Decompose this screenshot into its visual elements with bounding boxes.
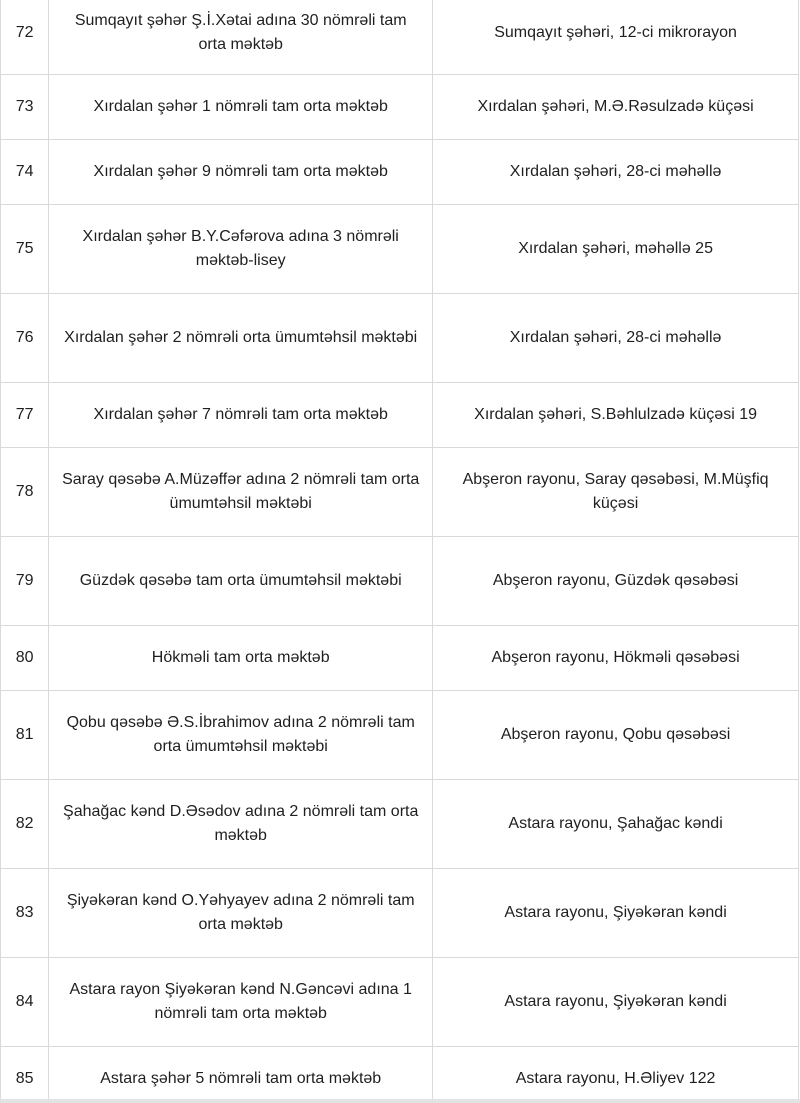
school-address: Astara rayonu, Şiyəkəran kəndi [433, 958, 799, 1047]
row-number: 72 [1, 0, 49, 75]
row-number: 75 [1, 205, 49, 294]
table-row [1, 294, 799, 383]
row-number: 73 [1, 75, 49, 140]
table-row [1, 448, 799, 537]
school-address: Abşeron rayonu, Saray qəsəbəsi, M.Müşfiq küçəsi [433, 448, 799, 537]
school-address: Astara rayonu, H.Əliyev 122 [433, 1047, 799, 1103]
table-row [1, 626, 799, 691]
row-number: 80 [1, 626, 49, 691]
table-row [1, 140, 799, 205]
table-row [1, 691, 799, 780]
school-name: Astara rayon Şiyəkəran kənd N.Gəncəvi adına 1 nömrəli tam orta məktəb [49, 958, 433, 1047]
school-address: Abşeron rayonu, Hökməli qəsəbəsi [433, 626, 799, 691]
school-address: Xırdalan şəhəri, S.Bəhlulzadə küçəsi 19 [433, 383, 799, 448]
school-address: Sumqayıt şəhəri, 12-ci mikrorayon [433, 0, 799, 75]
school-name: Hökməli tam orta məktəb [49, 626, 433, 691]
school-address: Xırdalan şəhəri, M.Ə.Rəsulzadə küçəsi [433, 75, 799, 140]
row-number: 82 [1, 780, 49, 869]
row-number: 84 [1, 958, 49, 1047]
school-name: Sumqayıt şəhər Ş.İ.Xətai adına 30 nömrəli tam orta məktəb [49, 0, 433, 75]
school-address: Xırdalan şəhəri, 28-ci məhəllə [433, 140, 799, 205]
school-address: Xırdalan şəhəri, 28-ci məhəllə [433, 294, 799, 383]
row-number: 74 [1, 140, 49, 205]
table-row [1, 0, 799, 75]
table-row [1, 869, 799, 958]
school-address: Abşeron rayonu, Güzdək qəsəbəsi [433, 537, 799, 626]
school-name: Güzdək qəsəbə tam orta ümumtəhsil məktəbi [49, 537, 433, 626]
school-name: Qobu qəsəbə Ə.S.İbrahimov adına 2 nömrəli tam orta ümumtəhsil məktəbi [49, 691, 433, 780]
school-name: Saray qəsəbə A.Müzəffər adına 2 nömrəli tam orta ümumtəhsil məktəbi [49, 448, 433, 537]
row-number: 78 [1, 448, 49, 537]
school-name: Xırdalan şəhər 7 nömrəli tam orta məktəb [49, 383, 433, 448]
table-row [1, 958, 799, 1047]
school-address: Xırdalan şəhəri, məhəllə 25 [433, 205, 799, 294]
table-row [1, 75, 799, 140]
bottom-divider [0, 1099, 800, 1103]
table-row [1, 1047, 799, 1103]
row-number: 79 [1, 537, 49, 626]
row-number: 85 [1, 1047, 49, 1103]
row-number: 81 [1, 691, 49, 780]
school-address: Astara rayonu, Şahağac kəndi [433, 780, 799, 869]
school-name: Şiyəkəran kənd O.Yəhyayev adına 2 nömrəli tam orta məktəb [49, 869, 433, 958]
row-number: 77 [1, 383, 49, 448]
school-name: Astara şəhər 5 nömrəli tam orta məktəb [49, 1047, 433, 1103]
school-name: Xırdalan şəhər 1 nömrəli tam orta məktəb [49, 75, 433, 140]
school-address: Astara rayonu, Şiyəkəran kəndi [433, 869, 799, 958]
table-row [1, 537, 799, 626]
table-row [1, 383, 799, 448]
school-name: Xırdalan şəhər B.Y.Cəfərova adına 3 nömrəli məktəb-lisey [49, 205, 433, 294]
school-name: Xırdalan şəhər 2 nömrəli orta ümumtəhsil məktəbi [49, 294, 433, 383]
row-number: 76 [1, 294, 49, 383]
table-row [1, 205, 799, 294]
row-number: 83 [1, 869, 49, 958]
school-address: Abşeron rayonu, Qobu qəsəbəsi [433, 691, 799, 780]
school-name: Şahağac kənd D.Əsədov adına 2 nömrəli tam orta məktəb [49, 780, 433, 869]
table-row [1, 780, 799, 869]
school-name: Xırdalan şəhər 9 nömrəli tam orta məktəb [49, 140, 433, 205]
